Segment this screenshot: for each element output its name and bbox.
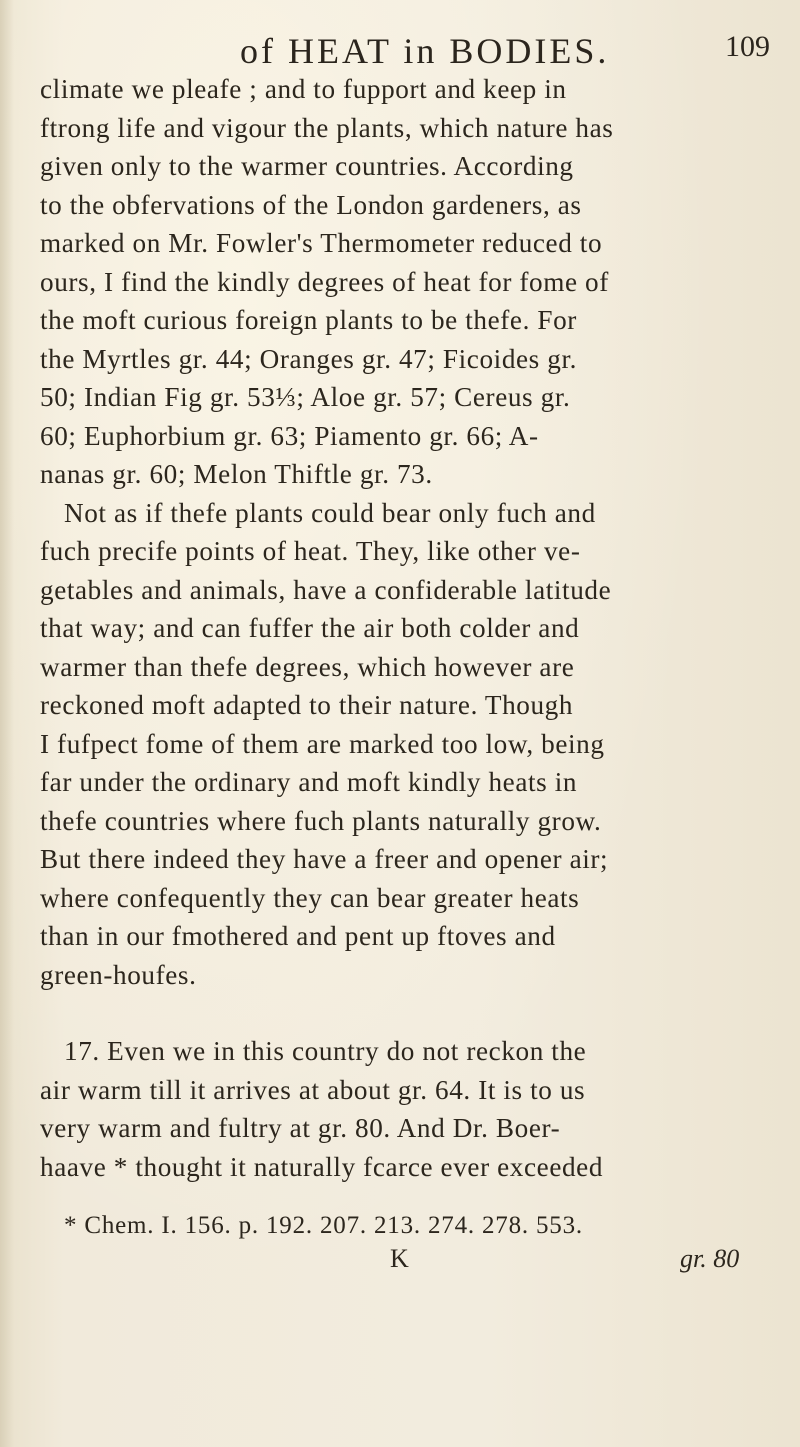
text-line: warmer than thefe degrees, which however are xyxy=(40,651,575,682)
footnote: * Chem. I. 156. p. 192. 207. 213. 274. 278. 553. xyxy=(64,1212,583,1239)
text-line: thefe countries where fuch plants naturally grow. xyxy=(40,805,602,836)
text-line: the Myrtles gr. 44; Oranges gr. 47; Ficoides gr. xyxy=(40,343,577,374)
text-line: 50; Indian Fig gr. 53⅓; Aloe gr. 57; Cereus gr. xyxy=(40,382,571,412)
signature-row xyxy=(40,1244,800,1280)
text-line: 17. Even we in this country do not reckon the xyxy=(64,1036,587,1066)
text-line: to the obfervations of the London gardeners, as xyxy=(40,189,582,220)
signature-mark: K xyxy=(390,1244,409,1273)
text-line: that way; and can fuffer the air both colder and xyxy=(40,613,580,643)
text-line: far under the ordinary and moft kindly heats in xyxy=(40,767,578,797)
text-line: reckoned moft adapted to their nature. Though xyxy=(40,690,574,720)
text-line: where confequently they can bear greater heats xyxy=(40,882,580,913)
text-line: very warm and fultry at gr. 80. And Dr. Boer- xyxy=(40,1113,561,1143)
paragraph xyxy=(40,70,800,494)
text-line: nanas gr. 60; Melon Thiftle gr. 73. xyxy=(40,459,433,489)
paragraph-gap xyxy=(40,994,800,1032)
text-line: air warm till it arrives at about gr. 64. It is to us xyxy=(40,1074,586,1105)
text-line: fuch precife points of heat. They, like other ve- xyxy=(40,536,581,566)
text-line: getables and animals, have a confiderable latitude xyxy=(40,574,612,605)
text-line: marked on Mr. Fowler's Thermometer reduced to xyxy=(40,228,603,258)
text-line: Not as if thefe plants could bear only fuch and xyxy=(64,497,596,528)
text-line: But there indeed they have a freer and opener air; xyxy=(40,844,609,874)
text-line: green-houfes. xyxy=(40,959,197,990)
catchword: gr. 80 xyxy=(680,1244,740,1273)
text-line: ftrong life and vigour the plants, which nature has xyxy=(40,112,614,143)
text-line: than in our fmothered and pent up ftoves and xyxy=(40,921,556,951)
page-number: 109 xyxy=(725,30,770,63)
text-line: haave * thought it naturally fcarce ever exceeded xyxy=(40,1151,604,1182)
paragraph xyxy=(40,1032,800,1186)
footnote-gap xyxy=(40,1186,800,1208)
text-line: ours, I find the kindly degrees of heat for fome of xyxy=(40,266,609,297)
running-title: of HEAT in BODIES. xyxy=(240,31,610,71)
text-line: I fufpect fome of them are marked too low, being xyxy=(40,728,605,759)
paragraph xyxy=(40,494,800,995)
page-header xyxy=(240,30,800,70)
text-line: 60; Euphorbium gr. 63; Piamento gr. 66; A- xyxy=(40,420,539,451)
page-gutter-shadow xyxy=(0,0,14,1447)
text-line: climate we pleafe ; and to fupport and keep in xyxy=(40,74,567,104)
body-text xyxy=(40,70,800,1280)
text-line: given only to the warmer countries. According xyxy=(40,151,574,181)
text-line: the moft curious foreign plants to be thefe. For xyxy=(40,305,577,335)
